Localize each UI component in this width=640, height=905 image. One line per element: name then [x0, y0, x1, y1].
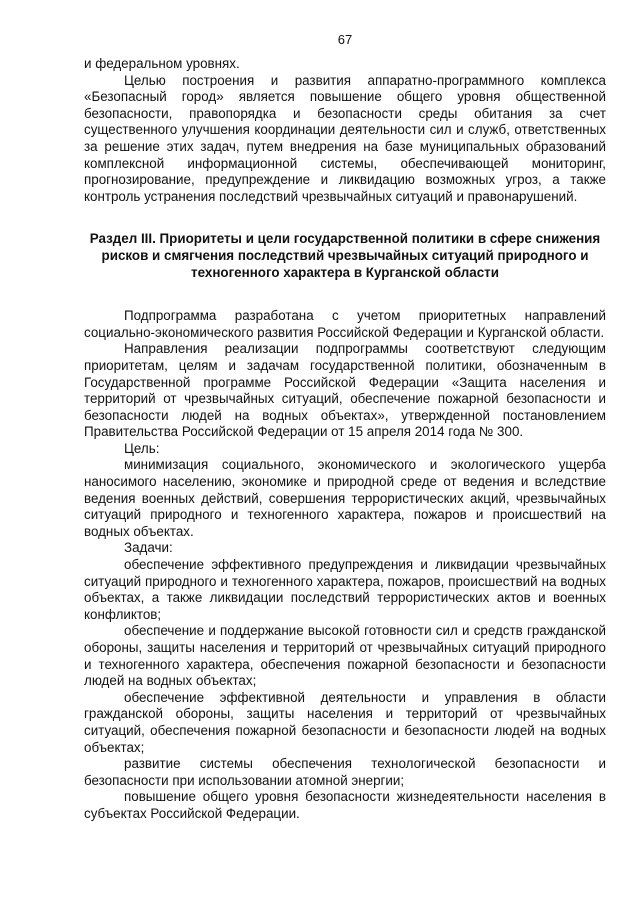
page-number: 67 [337, 32, 353, 47]
task-item: обеспечение и поддержание высокой готовности сил и средств гражданской обороны, защиты населения и территорий от чрезвычайных ситуаций природного и техногенного характера, обеспечения пожарной безопасности и безопасности людей на водных объектах; [84, 623, 606, 689]
task-item: обеспечение эффективного предупреждения и ликвидации чрезвычайных ситуаций природного и техногенного характера, пожаров, происшествий на водных объектах, а также ликвидации последствий террористических актов и военных конфликтов; [84, 557, 606, 622]
task-item: обеспечение эффективной деятельности и управления в области гражданской обороны, защиты населения и территорий от чрезвычайных ситуаций, обеспечения пожарной безопасности и безопасности людей на водных объектах; [84, 689, 606, 755]
label-tasks: Задачи: [124, 540, 173, 556]
task-item: повышение общего уровня безопасности жизнедеятельности населения в субъектах Российской Федерации. [84, 789, 606, 821]
paragraph-policy-directions: Направления реализации подпрограммы соответствуют следующим приоритетам, целям и задачам государственной политики, обозначенным в Государственной программе Российской Федерации «Защита населения и территорий от чрезвычайных ситуаций, обеспечение пожарной безопасности и безопасности людей на водных объектах», утвержденной постановлением Правительства Российской Федерации от 15 апреля 2014 года № 300. [84, 341, 606, 440]
label-goal: Цель: [124, 440, 160, 456]
section-heading: Раздел III. Приоритеты и цели государственной политики в сфере снижения рисков и смягчения последствий чрезвычайных ситуаций природного и техногенного характера в Курганской области [89, 231, 601, 280]
task-item: развитие системы обеспечения технологической безопасности и безопасности при использовании атомной энергии; [84, 756, 606, 788]
paragraph-continuation: и федеральном уровнях. [84, 56, 240, 71]
paragraph-subprogram-basis: Подпрограмма разработана с учетом приоритетных направлений социально-экономического развития Российской Федерации и Курганской области. [84, 308, 606, 340]
paragraph-safe-city-goal: Целью построения и развития аппаратно-программного комплекса «Безопасный город» является повышение общего уровня общественной безопасности, правопорядка и безопасности среды обитания за счет существенного улучшения координации деятельности сил и служб, ответственных за решение этих задач, путем внедрения на базе муниципальных образований комплексной информационной системы, обеспечивающей мониторинг, прогнозирование, предупреждение и ликвидацию возможных угроз, а также контроль устранения последствий чрезвычайных ситуаций и правонарушений. [84, 72, 606, 204]
paragraph-goal-text: минимизация социального, экономического и экологического ущерба наносимого населению, экономике и природной среде от ведения и вследствие ведения военных действий, совершения террористических акций, чрезвычайных ситуаций природного и техногенного характера, пожаров и происшествий на водных объектах. [84, 457, 606, 539]
